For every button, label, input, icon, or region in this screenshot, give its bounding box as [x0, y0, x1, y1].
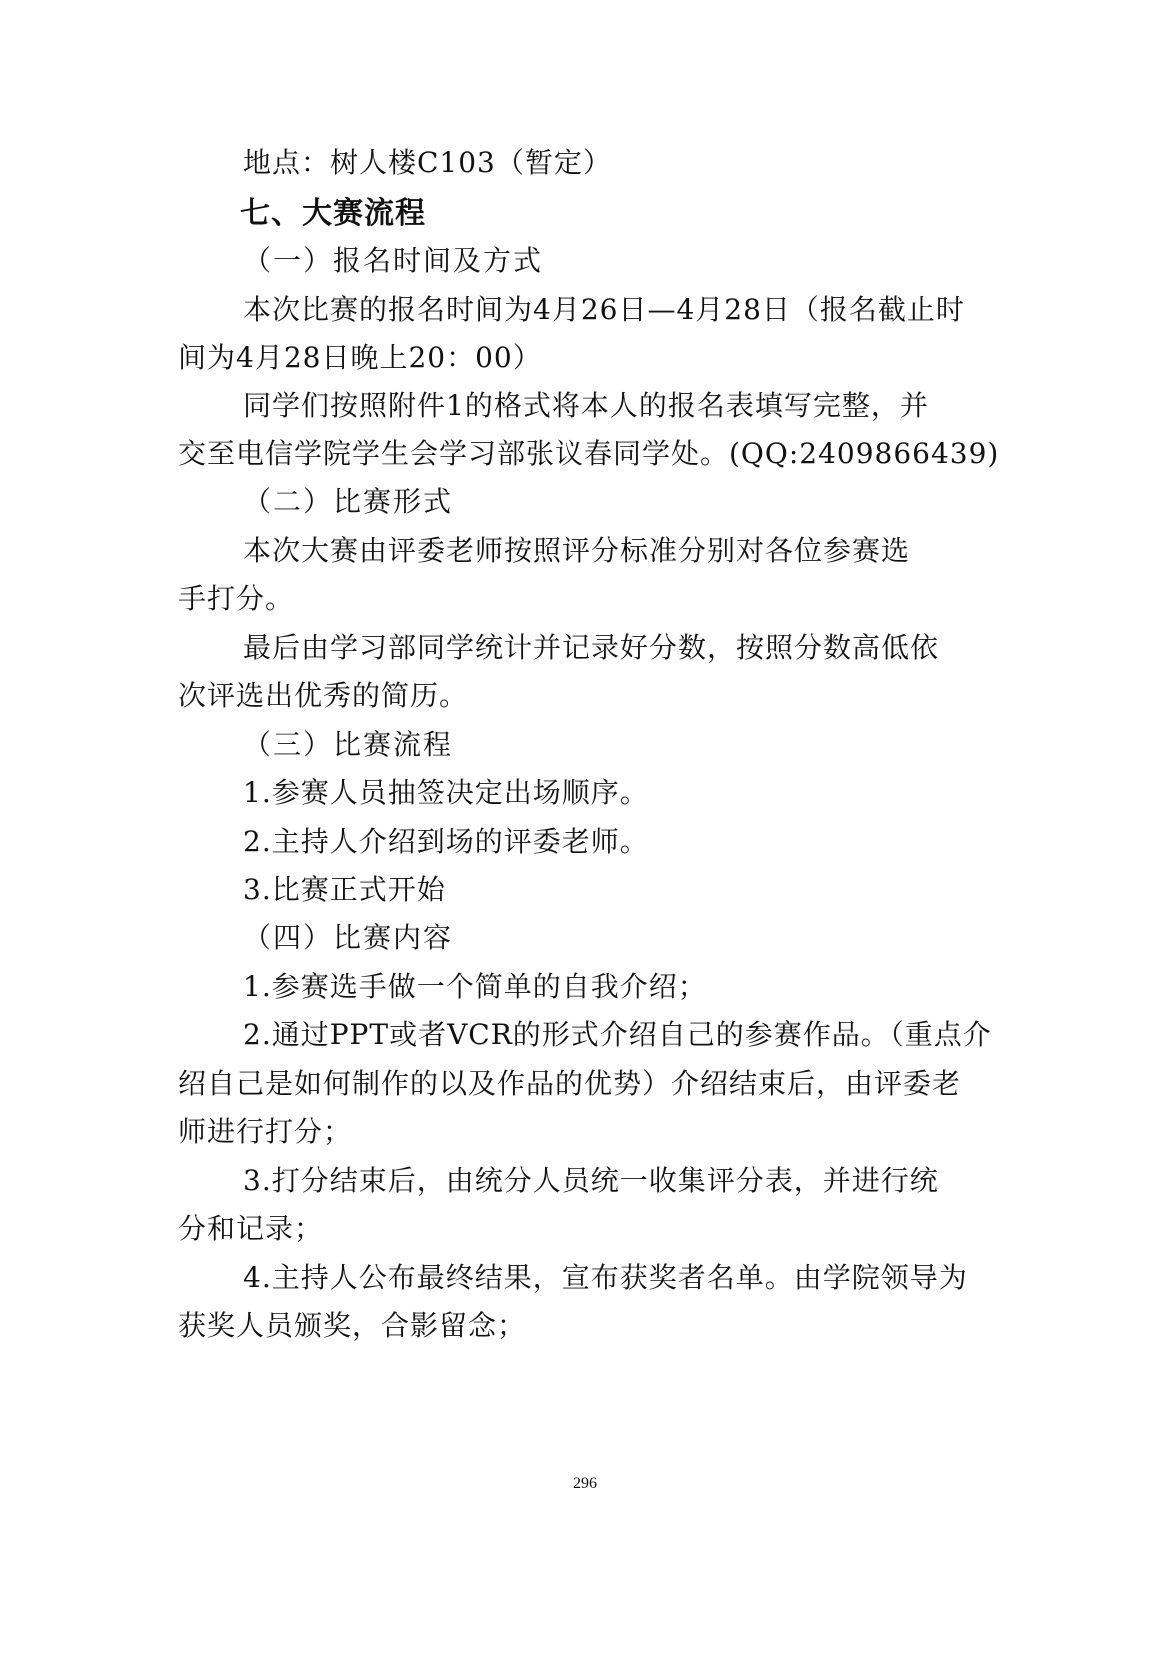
list-item: 4.主持人公布最终结果，宣布获奖者名单。由学院领导为 [243, 1261, 968, 1294]
list-item-continued: 师进行打分； [178, 1115, 353, 1148]
paragraph-line: 本次大赛由评委老师按照评分标准分别对各位参赛选 [243, 534, 911, 567]
paragraph-line: 间为4月28日晚上20：00） [178, 341, 542, 374]
list-item-continued: 获奖人员颁奖，合影留念； [178, 1309, 527, 1342]
subheading-process: （三）比赛流程 [243, 728, 454, 761]
paragraph-line: 交至电信学院学生会学习部张议春同学处。(QQ:2409866439) [178, 437, 1000, 470]
page-number: 296 [573, 1475, 597, 1492]
section-heading-competition-process: 七、大赛流程 [240, 196, 426, 231]
list-item: 3.比赛正式开始 [243, 873, 446, 906]
venue-line: 地点：树人楼C103（暂定） [243, 146, 612, 179]
paragraph-line: 手打分。 [178, 582, 295, 615]
paragraph-line: 本次比赛的报名时间为4月26日—4月28日（报名截止时 [243, 293, 965, 326]
paragraph-line: 最后由学习部同学统计并记录好分数，按照分数高低依 [243, 631, 940, 664]
list-item: 2.通过PPT或者VCR的形式介绍自己的参赛作品。（重点介 [243, 1018, 992, 1051]
paragraph-line: 同学们按照附件1的格式将本人的报名表填写完整，并 [243, 389, 929, 422]
list-item-continued: 分和记录； [178, 1212, 324, 1245]
list-item: 1.参赛选手做一个简单的自我介绍； [243, 970, 707, 1003]
list-item-continued: 绍自己是如何制作的以及作品的优势）介绍结束后，由评委老 [178, 1067, 962, 1100]
paragraph-line: 次评选出优秀的简历。 [178, 679, 469, 712]
list-item: 2.主持人介绍到场的评委老师。 [243, 825, 649, 858]
list-item: 1.参赛人员抽签决定出场顺序。 [243, 776, 649, 809]
subheading-content: （四）比赛内容 [243, 921, 454, 954]
subheading-format: （二）比赛形式 [243, 485, 454, 518]
list-item: 3.打分结束后，由统分人员统一收集评分表，并进行统 [243, 1164, 939, 1197]
subheading-registration: （一）报名时间及方式 [243, 244, 544, 277]
